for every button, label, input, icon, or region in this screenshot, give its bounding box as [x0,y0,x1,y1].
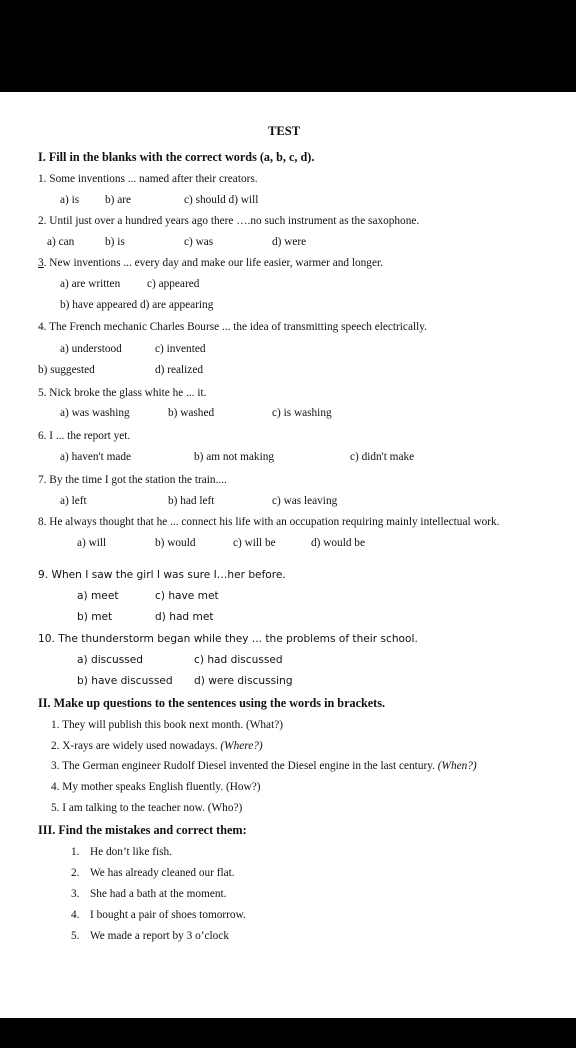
sec3-item-1: He don’t like fish. [90,846,172,858]
sec3-num-3: 3. [71,888,80,900]
sec2-item-1-text: 1. They will publish this book next month. (What?) [51,719,283,731]
q1-option-cd: c) should d) will [184,194,259,206]
sec3-num-4: 4. [71,909,80,921]
q2-option-d: d) were [272,236,307,248]
question-9: 9. When I saw the girl I was sure I…her before. [38,569,286,581]
sec2-item-4-text: 4. My mother speaks English fluently. (How?) [51,781,261,793]
q6-option-a: a) haven't made [60,451,132,463]
question-2: 2. Until just over a hundred years ago there ….no such instrument as the saxophone. [38,215,420,227]
q7-option-b: b) had left [168,495,215,507]
q1-option-b: b) are [105,194,132,206]
sec2-item-1 [51,718,283,732]
q10-option-d: d) were discussing [194,675,293,687]
q9-option-c: c) have met [155,590,219,602]
q8-option-b: b) would [155,537,196,549]
q7-option-c: c) was leaving [272,495,338,507]
q10-option-b: b) have discussed [77,675,173,687]
q4-option-c: c) invented [155,343,206,355]
section-2-heading: II. Make up questions to the sentences using the words in brackets. [38,696,386,710]
sec2-item-5 [51,801,242,815]
sec3-item-5: We made a report by 3 o’clock [90,930,229,942]
sec2-item-3 [51,759,477,773]
question-4: 4. The French mechanic Charles Bourse ... the idea of transmitting speech electrically. [38,321,427,333]
page-title: TEST [268,124,301,138]
sec2-item-3-hint: (When?) [437,760,477,772]
q8-option-c: c) will be [233,537,276,549]
q4-option-d: d) realized [155,364,203,376]
sec3-num-5: 5. [71,930,80,942]
sec2-item-2-text: 2. X-rays are widely used nowadays. [51,740,221,752]
q9-option-a: a) meet [77,590,119,602]
q4-option-b: b) suggested [38,364,95,376]
sec3-num-2: 2. [71,867,80,879]
bottom-black-bar [0,1018,576,1048]
q9-option-b: b) met [77,611,113,623]
q5-option-c: c) is washing [272,407,332,419]
q3-number: 3 [38,257,44,269]
q8-option-d: d) would be [311,537,365,549]
q1-option-a: a) is [60,194,80,206]
sec2-item-5-text: 5. I am talking to the teacher now. (Who?) [51,802,243,814]
section-1-heading: I. Fill in the blanks with the correct words (a, b, c, d). [38,150,315,164]
sec3-item-2: We has already cleaned our flat. [90,867,235,879]
q10-option-a: a) discussed [77,654,143,666]
sec2-item-4 [51,780,260,794]
sec2-item-3-text: 3. The German engineer Rudolf Diesel invented the Diesel engine in the last century. [51,760,438,772]
question-10: 10. The thunderstorm began while they ... the problems of their school. [38,633,418,645]
top-black-bar [0,0,576,92]
q2-option-b: b) is [105,236,125,248]
q3-option-c: c) appeared [147,278,200,290]
question-7: 7. By the time I got the station the train.... [38,474,227,486]
q6-option-c: c) didn't make [350,451,415,463]
q5-option-a: a) was washing [60,407,130,419]
sec2-item-2-hint: (Where?) [220,740,263,752]
q6-option-b: b) am not making [194,451,275,463]
sec3-num-1: 1. [71,846,80,858]
section-3-heading: III. Find the mistakes and correct them: [38,823,247,837]
question-1: 1. Some inventions ... named after their creators. [38,173,258,185]
q10-option-c: c) had discussed [194,654,283,666]
sec2-item-2 [51,739,263,753]
q3-text: . New inventions ... every day and make our life easier, warmer and longer. [43,257,383,269]
question-3 [38,256,383,270]
q7-option-a: a) left [60,495,87,507]
q2-option-a: a) can [47,236,75,248]
q5-option-b: b) washed [168,407,215,419]
question-8: 8. He always thought that he ... connect his life with an occupation requiring mainly intellectual work. [38,516,500,528]
sec3-item-4: I bought a pair of shoes tomorrow. [90,909,246,921]
question-6: 6. I ... the report yet. [38,430,131,442]
q3-option-bd: b) have appeared d) are appearing [60,299,214,311]
q2-option-c: c) was [184,236,214,248]
sec3-item-3: She had a bath at the moment. [90,888,227,900]
question-5: 5. Nick broke the glass white he ... it. [38,387,207,399]
q8-option-a: a) will [77,537,107,549]
q4-option-a: a) understood [60,343,122,355]
q9-option-d: d) had met [155,611,214,623]
q3-option-a: a) are written [60,278,121,290]
